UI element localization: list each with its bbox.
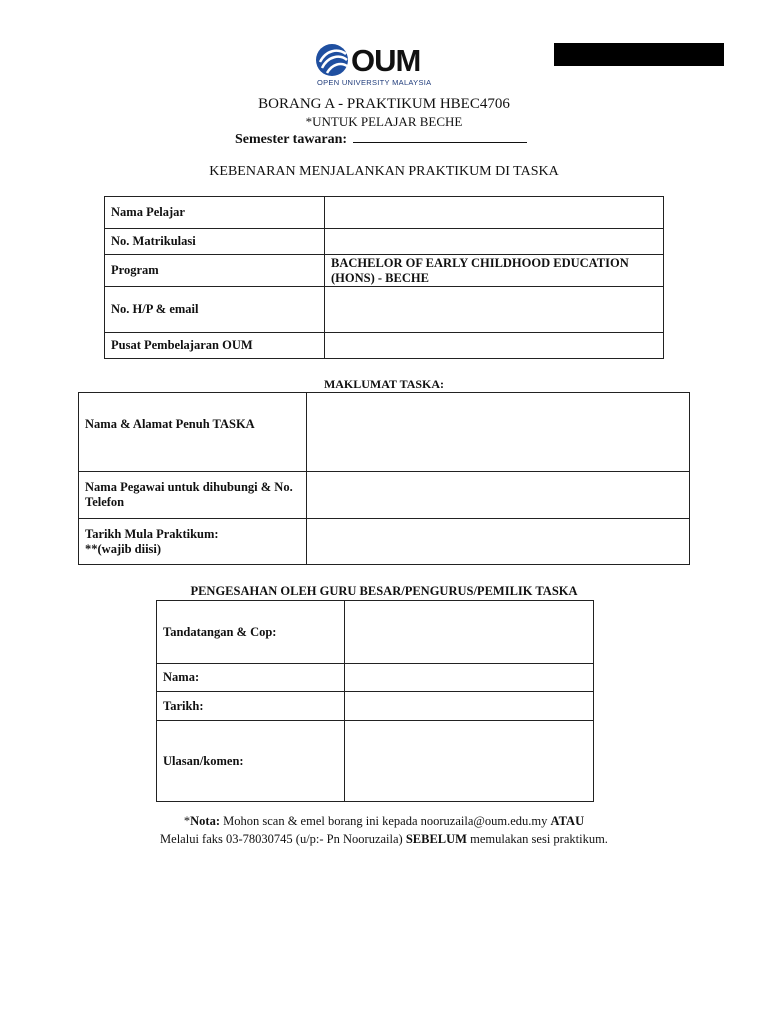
note-text-2: Melalui faks 03-78030745 (u/p:- Pn Nooruzaila) — [160, 832, 406, 846]
logo-wordmark: OUM — [351, 43, 421, 78]
row-label: Pusat Pembelajaran OUM — [105, 333, 325, 359]
row-value[interactable] — [307, 393, 690, 472]
semester-label: Semester tawaran: — [235, 132, 348, 147]
student-info-table — [104, 196, 664, 359]
table-row — [157, 601, 594, 664]
row-value[interactable] — [325, 229, 664, 255]
row-label: Nama: — [157, 664, 345, 692]
table-row — [105, 287, 664, 333]
row-label: Tarikh: — [157, 692, 345, 721]
required-note: **(wajib diisi) — [85, 541, 162, 556]
row-label: Ulasan/komen: — [157, 721, 345, 802]
semester-field — [235, 130, 527, 148]
row-value[interactable] — [325, 333, 664, 359]
row-label: Nama & Alamat Penuh TASKA — [79, 393, 307, 472]
row-label: Tandatangan & Cop: — [157, 601, 345, 664]
note-or: ATAU — [550, 814, 585, 828]
row-label: Nama Pegawai untuk dihubungi & No. Telefon — [79, 472, 307, 519]
row-value[interactable] — [325, 287, 664, 333]
note-text-1: Mohon scan & emel borang ini kepada nooruzaila@oum.edu.my — [220, 814, 551, 828]
table-row — [105, 333, 664, 359]
note-line-2 — [0, 832, 768, 847]
row-label: Nama Pelajar — [105, 197, 325, 229]
taska-heading: MAKLUMAT TASKA: — [323, 377, 445, 391]
program-value: BACHELOR OF EARLY CHILDHOOD EDUCATION (HONS) - BECHE — [325, 255, 664, 287]
table-row — [79, 519, 690, 565]
row-label: No. H/P & email — [105, 287, 325, 333]
note-text-3: memulakan sesi praktikum. — [466, 832, 608, 846]
row-label: Program — [105, 255, 325, 287]
row-value[interactable] — [307, 472, 690, 519]
form-subtitle: *UNTUK PELAJAR BECHE — [305, 114, 463, 129]
note-label: Nota: — [190, 814, 220, 828]
table-row — [105, 229, 664, 255]
row-value[interactable] — [307, 519, 690, 565]
table-row — [157, 692, 594, 721]
verification-table — [156, 600, 594, 802]
table-row — [105, 197, 664, 229]
form-title: BORANG A - PRAKTIKUM HBEC4706 — [258, 96, 510, 112]
verification-heading: PENGESAHAN OLEH GURU BESAR/PENGURUS/PEMILIK TASKA — [190, 584, 578, 598]
note-star: * — [183, 814, 191, 828]
logo-subtitle: OPEN UNIVERSITY MALAYSIA — [317, 78, 432, 87]
note-before: SEBELUM — [405, 832, 467, 846]
row-value[interactable] — [345, 692, 594, 721]
semester-blank-line[interactable] — [353, 130, 527, 143]
section-title: KEBENARAN MENJALANKAN PRAKTIKUM DI TASKA — [209, 164, 559, 179]
oum-logo — [314, 42, 444, 90]
table-row — [157, 721, 594, 802]
row-label: Tarikh Mula Praktikum: — [85, 526, 219, 541]
note-line-1 — [0, 814, 768, 829]
table-row — [79, 393, 690, 472]
row-value[interactable] — [345, 721, 594, 802]
table-row — [157, 664, 594, 692]
taska-info-table — [78, 392, 690, 565]
globe-icon — [314, 42, 350, 78]
row-value[interactable] — [345, 601, 594, 664]
table-row — [105, 255, 664, 287]
table-row — [79, 472, 690, 519]
row-label-cell — [79, 519, 307, 565]
row-label: No. Matrikulasi — [105, 229, 325, 255]
row-value[interactable] — [325, 197, 664, 229]
redaction-box — [554, 43, 724, 66]
row-value[interactable] — [345, 664, 594, 692]
